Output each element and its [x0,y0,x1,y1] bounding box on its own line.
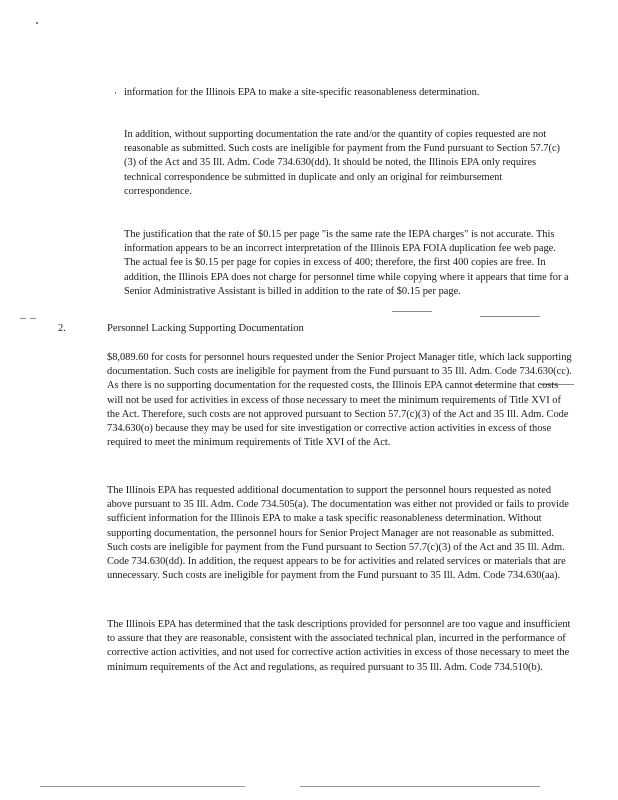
scan-dash [30,318,36,319]
bottom-scan-line [40,786,245,787]
scan-dash [392,311,432,312]
paragraph-intro-continuation: information for the Illinois EPA to make a site-specific reasonableness determination. [124,87,480,98]
paragraph-task-descriptions: The Illinois EPA has determined that the task descriptions provided for personnel are too vague and insufficient to assure that they are reasonable, consistent with the associated technical plan, incurred in the performance of corrective action activities, and not used for corrective action activities in excess of those necessary to meet the minimum requirements of the Act and regulations, as required pursuant to 35 Ill. Adm. Code 734.510(b). [107,619,571,673]
paragraph-personnel-costs: $8,089.60 for costs for personnel hours requested under the Senior Project Manager title, which lack supporting documentation. Such costs are ineligible for payment from the Fund pursuant to 35 Ill. Adm. Code 734.630(cc). As there is no supporting documentation for the requested costs, the Illinois EPA cannot determine that costs will not be used for activities in excess of those necessary to meet the minimum requirements of Title XVI of the Act. Therefore, such costs are not approved pursuant to Section 57.7(c)(3) of the Act and 35 Ill. Adm. Code 734.630(o) because they may be used for site investigation or corrective action activities in excess of those required to meet the minimum requirements of Title XVI of the Act. [107,352,572,449]
scan-dash [20,318,26,319]
scan-speck [115,92,116,94]
paragraph-addition-copies: In addition, without supporting documentation the rate and/or the quantity of copies requested are not reasonable as submitted. Such costs are ineligible for payment from the Fund pursuant to Section 57.7(c)(3) of the Act and 35 Ill. Adm. Code 734.630(dd). It should be noted, the Illinois EPA only requires technical correspondence be submitted in duplicate and only an original for reimbursement correspondence. [124,129,561,197]
item-title: Personnel Lacking Supporting Documentation [107,323,304,334]
scan-dash [480,316,540,317]
paragraph-justification-rate: The justification that the rate of $0.15 per page "is the same rate the IEPA charges" is not accurate. This information appears to be an incorrect interpretation of the Illinois EPA FOIA duplication fee web page. The actual fee is $0.15 per page for copies in excess of 400; therefore, the first 400 copies are free. In addition, the Illinois EPA does not charge for personnel time while copying where it appears that time for a Senior Administrative Assistant is billed in addition to the rate of $0.15 per page. [124,229,569,297]
item-number: 2. [58,323,66,334]
bottom-scan-line [300,786,540,787]
paragraph-additional-documentation: The Illinois EPA has requested additional documentation to support the personnel hours requested as noted above pursuant to 35 Ill. Adm. Code 734.505(a). The documentation was either not provided or fails to provide sufficient information for the Illinois EPA to make a task specific reasonableness determination. Without supporting documentation, the personnel hours for Senior Project Manager are not reasonable as submitted. Such costs are ineligible for payment from the Fund pursuant to Section 57.7(c)(3) of the Act and 35 Ill. Adm. Code 734.630(dd). In addition, the request appears to be for activities and related services or materials that are unnecessary. Such costs are ineligible for payment from the Fund pursuant to 35 Ill. Adm. Code 734.630(aa). [107,485,569,582]
scan-speck [36,22,38,24]
